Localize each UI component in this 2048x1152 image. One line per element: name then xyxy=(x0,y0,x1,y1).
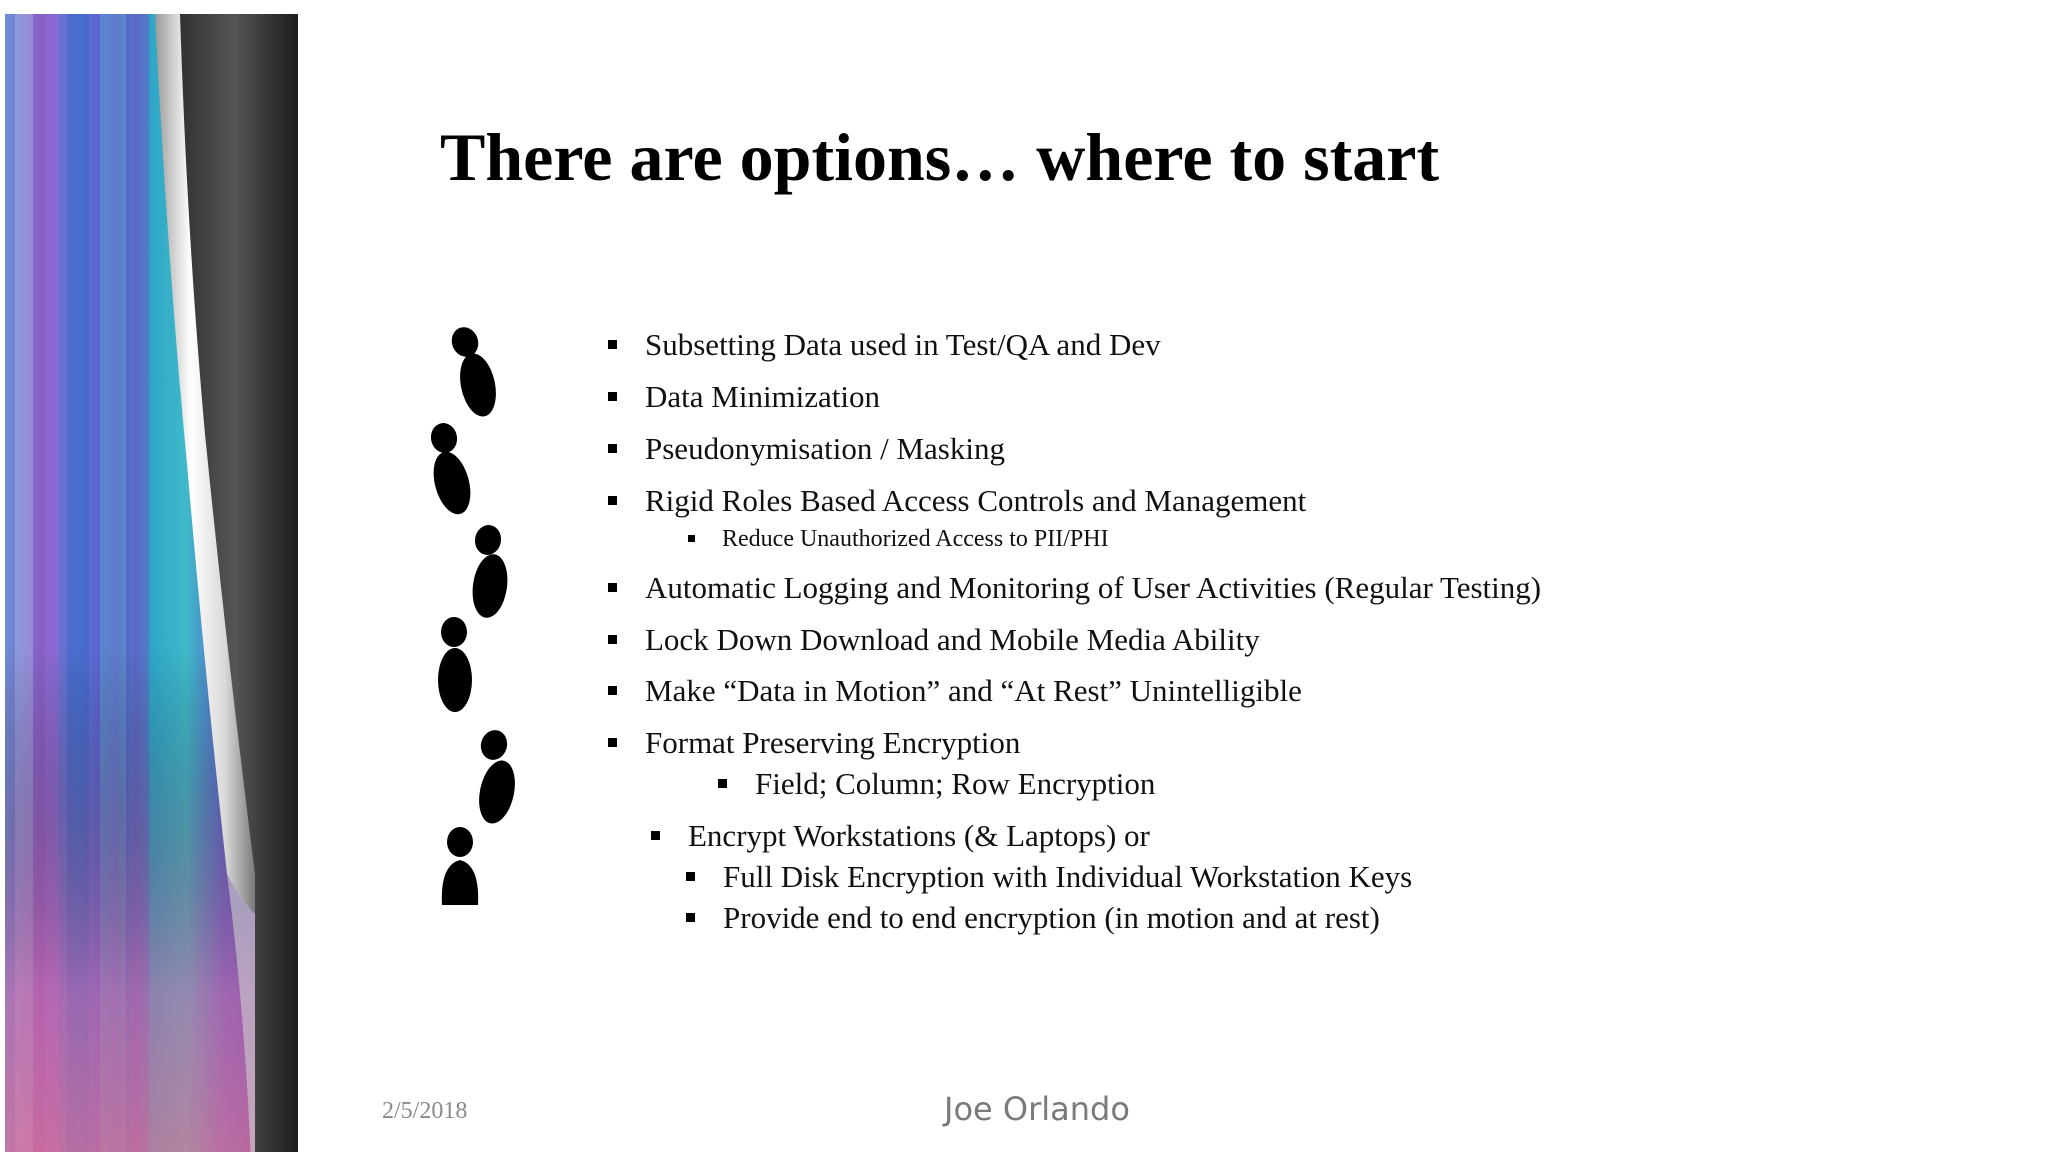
bullet-marker xyxy=(688,535,695,542)
bullet-marker xyxy=(608,392,617,401)
bullet-marker xyxy=(608,583,617,592)
list-item: Automatic Logging and Monitoring of User Activities (Regular Testing) xyxy=(608,570,1541,606)
bullet-marker xyxy=(608,635,617,644)
list-item: Rigid Roles Based Access Controls and Management xyxy=(608,483,1306,519)
list-item: Subsetting Data used in Test/QA and Dev xyxy=(608,327,1161,363)
list-item: Provide end to end encryption (in motion and at rest) xyxy=(686,900,1380,936)
bullet-marker xyxy=(608,738,617,747)
list-item: Data Minimization xyxy=(608,379,880,415)
page-curl-banner-icon xyxy=(5,14,298,1152)
footprints-icon xyxy=(420,320,530,910)
list-item: Full Disk Encryption with Individual Workstation Keys xyxy=(686,859,1412,895)
bullet-marker xyxy=(718,779,727,788)
footer-date: 2/5/2018 xyxy=(382,1098,468,1124)
list-item: Reduce Unauthorized Access to PII/PHI xyxy=(688,526,1109,553)
list-item: Encrypt Workstations (& Laptops) or xyxy=(651,818,1150,854)
bullet-marker xyxy=(686,872,695,881)
bullet-marker xyxy=(608,444,617,453)
bullet-marker xyxy=(686,913,695,922)
bullet-marker xyxy=(608,496,617,505)
list-item: Lock Down Download and Mobile Media Ability xyxy=(608,622,1260,658)
list-item: Pseudonymisation / Masking xyxy=(608,431,1005,467)
list-item: Make “Data in Motion” and “At Rest” Unintelligible xyxy=(608,673,1302,709)
list-item: Field; Column; Row Encryption xyxy=(718,766,1155,802)
slide-title: There are options… where to start xyxy=(440,119,1440,195)
bullet-marker xyxy=(651,831,660,840)
bullet-marker xyxy=(608,340,617,349)
decorative-banner xyxy=(5,14,298,1152)
bullet-marker xyxy=(608,686,617,695)
footer-author: Joe Orlando xyxy=(944,1090,1130,1128)
list-item: Format Preserving Encryption xyxy=(608,725,1020,761)
